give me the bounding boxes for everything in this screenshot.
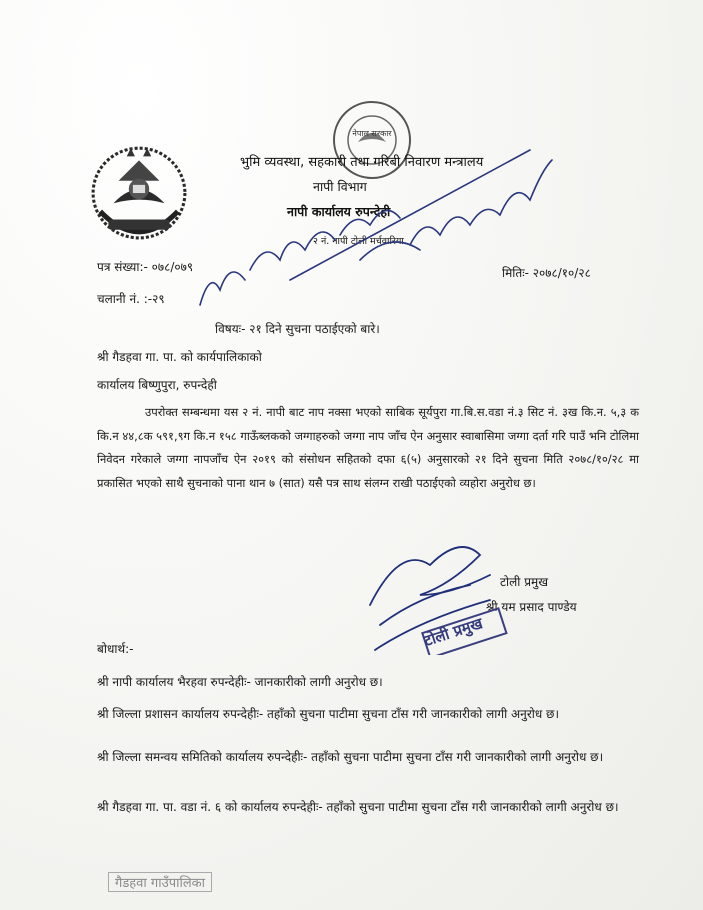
- patra-sankhya: पत्र संख्या:- ०७८/०७९: [97, 260, 194, 274]
- department-name: नापी विभाग: [313, 179, 367, 194]
- handwritten-annotation: [90, 120, 560, 320]
- body-paragraph: उपरोक्त सम्बन्धमा यस २ नं. नापी बाट नाप नक्सा भएको साबिक सूर्यपुरा गा.बि.स.वडा नं.३ सिट नं. ३ख कि.न. ५,३ क कि.न ४४,८क ५९१,९ग कि.न १५८ गाऊँब्लकको जग्गाहरुको जग्गा नाप जाँच ऐन अनुसार स्वाबासिमा जग्गा दर्ता गरि पाउँ भनि टोलिमा निवेदन गरेकाले जग्गा नापजाँच ऐन २०१९ को संसोधन सहितको दफा ६(५) अनुसारको २१ दिने सुचना मिति २०७८/१०/२८ मा प्रकासित भएको साथै सुचनाको पाना थान ७ (सात) यसै पत्र साथ संलग्न राखी पठाईएको व्यहोरा अनुरोध छ।: [97, 405, 639, 490]
- team-stamp: टोली प्रमुख: [421, 614, 485, 650]
- seal-text: नेपाल सरकार: [352, 129, 392, 138]
- cc-heading: बोधार्थ:-: [97, 642, 134, 656]
- cc-item: श्री जिल्ला प्रशासन कार्यालय रुपन्देहीः- तहाँको सुचना पाटीमा सुचना टाँस गरी जानकारीको लागी अनुरोध छ।: [97, 707, 560, 721]
- office-name: नापी कार्यालय रुपन्देही: [287, 204, 391, 219]
- cc-item: श्री गैडहवा गा. पा. वडा नं. ६ को कार्यालय रुपन्देहीः- तहाँको सुचना पाटीमा सुचना टाँस गरी जानकारीको लागी अनुरोध छ।: [97, 800, 619, 814]
- ministry-name: भुमि व्यवस्था, सहकारी तथा गरिबी निवारण मन्त्रालय: [240, 155, 484, 170]
- signatory-name: श्री यम प्रसाद पाण्डेय: [486, 600, 577, 614]
- chalani-number: चलानी नं. :-२९: [97, 292, 165, 306]
- cc-item: श्री जिल्ला समन्वय समितिको कार्यालय रुपन्देहीः- तहाँको सुचना पाटीमा सुचना टाँस गरी जानकारीको लागी अनुरोध छ।: [97, 750, 604, 764]
- subject-line: विषयः- २१ दिने सुचना पठाईएको बारे।: [215, 322, 380, 336]
- recipient-line-2: कार्यालय बिष्णुपुरा, रुपन्देही: [97, 378, 217, 392]
- recipient-line-1: श्री गैडहवा गा. पा. को कार्यपालिकाको: [97, 350, 262, 364]
- bottom-stamp: गैडहवा गाउँपालिका: [108, 872, 212, 892]
- signatory-title: टोली प्रमुख: [500, 575, 549, 589]
- letter-date: मितिः- २०७८/१०/२८: [502, 266, 591, 280]
- team-name: २ नं. नापी टोली मर्चवारिया: [313, 236, 404, 247]
- cc-item: श्री नापी कार्यालय भैरहवा रुपन्देहीः- जानकारीको लागी अनुरोध छ।: [97, 675, 383, 689]
